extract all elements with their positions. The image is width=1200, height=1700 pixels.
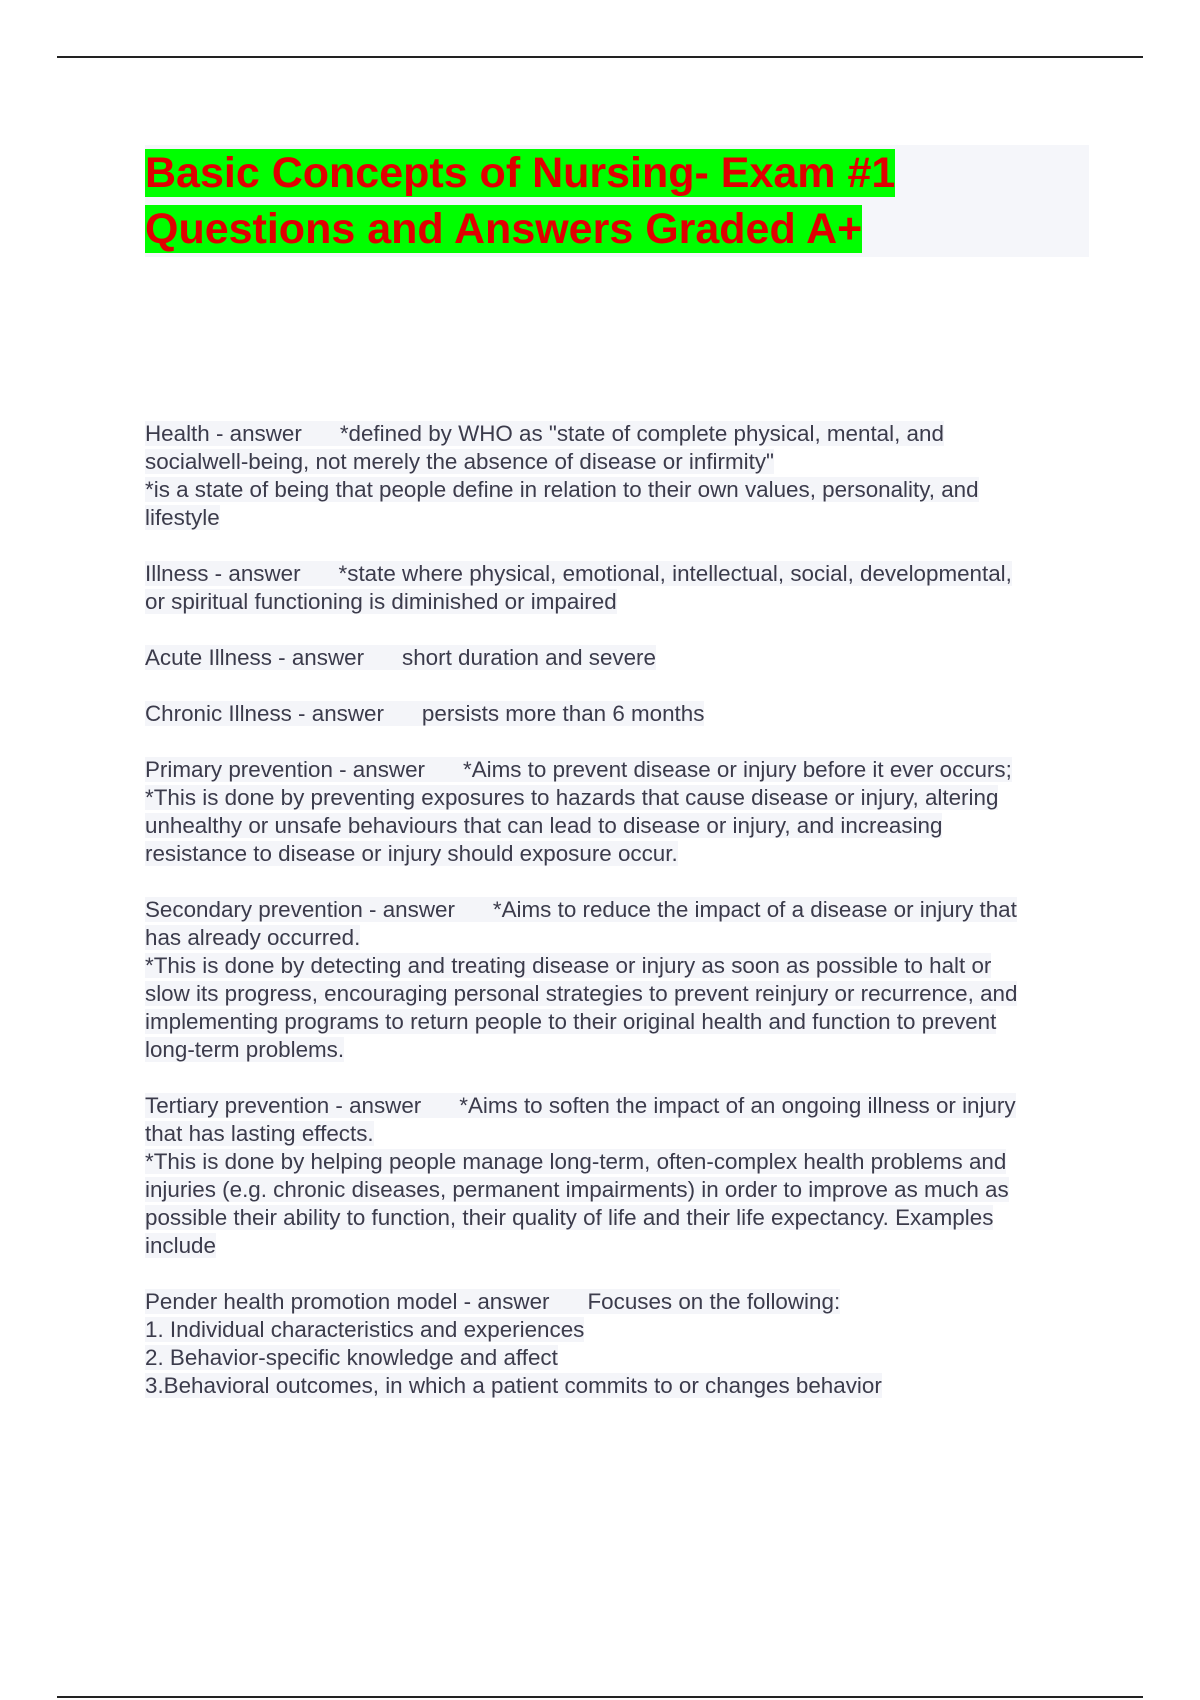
qa-item	[145, 700, 1095, 728]
qa-answer-text: resistance to disease or injury should exposure occur.	[145, 841, 678, 866]
qa-term: Chronic Illness - answer	[145, 701, 384, 726]
qa-term: Health - answer	[145, 421, 302, 446]
qa-answer-line	[145, 1148, 1095, 1176]
qa-term: Secondary prevention - answer	[145, 897, 455, 922]
qa-list	[145, 420, 1095, 1428]
qa-answer-text: *This is done by preventing exposures to hazards that cause disease or injury, altering	[145, 785, 999, 810]
qa-line-highlight	[145, 1289, 840, 1314]
qa-answer-line	[145, 1204, 1095, 1232]
qa-answer-text: or spiritual functioning is diminished or impaired	[145, 589, 617, 614]
qa-term: Acute Illness - answer	[145, 645, 365, 670]
qa-answer-text: slow its progress, encouraging personal strategies to prevent reinjury or recurrence, and	[145, 981, 1018, 1006]
title-line-1: Basic Concepts of Nursing- Exam #1	[145, 149, 896, 197]
qa-answer-text: 2. Behavior-specific knowledge and affect	[145, 1345, 558, 1370]
qa-answer-text: short duration and severe	[402, 645, 656, 670]
qa-answer-line	[145, 924, 1095, 952]
qa-term: Pender health promotion model - answer	[145, 1289, 550, 1314]
qa-answer-line	[145, 952, 1095, 980]
qa-first-line	[145, 420, 1095, 448]
qa-answer-text: injuries (e.g. chronic diseases, permanent impairments) in order to improve as much as	[145, 1177, 1009, 1202]
qa-answer-line	[145, 1008, 1095, 1036]
qa-item	[145, 420, 1095, 532]
qa-first-line	[145, 1288, 1095, 1316]
qa-item	[145, 896, 1095, 1064]
qa-answer-text: unhealthy or unsafe behaviours that can lead to disease or injury, and increasing	[145, 813, 943, 838]
qa-term: Tertiary prevention - answer	[145, 1093, 422, 1118]
qa-answer-text: 3.Behavioral outcomes, in which a patient commits to or changes behavior	[145, 1373, 882, 1398]
qa-line-highlight	[145, 1093, 1016, 1118]
qa-answer-text: has already occurred.	[145, 925, 361, 950]
qa-answer-line	[145, 1316, 1095, 1344]
qa-answer-line	[145, 980, 1095, 1008]
qa-answer-line	[145, 840, 1095, 868]
title-block	[145, 145, 1089, 257]
qa-answer-text: *Aims to soften the impact of an ongoing illness or injury	[459, 1093, 1016, 1118]
qa-answer-text: *defined by WHO as "state of complete physical, mental, and	[339, 421, 944, 446]
qa-first-line	[145, 560, 1095, 588]
qa-answer-line	[145, 448, 1095, 476]
qa-line-highlight	[145, 701, 704, 726]
qa-item	[145, 644, 1095, 672]
qa-first-line	[145, 896, 1095, 924]
qa-answer-line	[145, 784, 1095, 812]
qa-answer-text: *This is done by detecting and treating disease or injury as soon as possible to halt or	[145, 953, 992, 978]
qa-answer-text: Focuses on the following:	[587, 1289, 841, 1314]
qa-item	[145, 1288, 1095, 1400]
qa-line-highlight	[145, 645, 656, 670]
qa-answer-text: long-term problems.	[145, 1037, 345, 1062]
qa-answer-text: persists more than 6 months	[421, 701, 705, 726]
qa-answer-line	[145, 476, 1095, 504]
qa-first-line	[145, 644, 1095, 672]
qa-answer-line	[145, 1372, 1095, 1400]
bottom-rule	[57, 1696, 1143, 1698]
qa-answer-text: implementing programs to return people to their original health and function to prevent	[145, 1009, 997, 1034]
qa-line-highlight	[145, 421, 944, 446]
qa-answer-text: include	[145, 1233, 216, 1258]
document-title	[145, 145, 1089, 257]
qa-first-line	[145, 756, 1095, 784]
qa-answer-text: *Aims to prevent disease or injury before it ever occurs;	[462, 757, 1012, 782]
title-line-2: Questions and Answers Graded A+	[145, 205, 863, 253]
qa-answer-line	[145, 588, 1095, 616]
qa-answer-text: that has lasting effects.	[145, 1121, 374, 1146]
qa-item	[145, 560, 1095, 616]
qa-item	[145, 756, 1095, 868]
qa-term: Illness - answer	[145, 561, 301, 586]
qa-answer-text: 1. Individual characteristics and experiences	[145, 1317, 585, 1342]
qa-answer-line	[145, 504, 1095, 532]
qa-answer-text: possible their ability to function, their quality of life and their life expectancy. Examples	[145, 1205, 994, 1230]
qa-answer-line	[145, 812, 1095, 840]
qa-answer-text: *Aims to reduce the impact of a disease or injury that	[492, 897, 1017, 922]
qa-answer-line	[145, 1036, 1095, 1064]
qa-answer-line	[145, 1176, 1095, 1204]
qa-answer-text: *state where physical, emotional, intellectual, social, developmental,	[338, 561, 1012, 586]
qa-first-line	[145, 1092, 1095, 1120]
qa-line-highlight	[145, 561, 1012, 586]
qa-answer-text: socialwell-being, not merely the absence of disease or infirmity"	[145, 449, 774, 474]
qa-answer-line	[145, 1232, 1095, 1260]
qa-answer-text: lifestyle	[145, 505, 220, 530]
qa-first-line	[145, 700, 1095, 728]
qa-answer-text: *This is done by helping people manage long-term, often-complex health problems and	[145, 1149, 1007, 1174]
top-rule	[57, 56, 1143, 58]
qa-item	[145, 1092, 1095, 1260]
qa-line-highlight	[145, 757, 1012, 782]
qa-line-highlight	[145, 897, 1017, 922]
qa-answer-line	[145, 1344, 1095, 1372]
qa-answer-line	[145, 1120, 1095, 1148]
qa-answer-text: *is a state of being that people define in relation to their own values, personality, and	[145, 477, 979, 502]
qa-term: Primary prevention - answer	[145, 757, 425, 782]
